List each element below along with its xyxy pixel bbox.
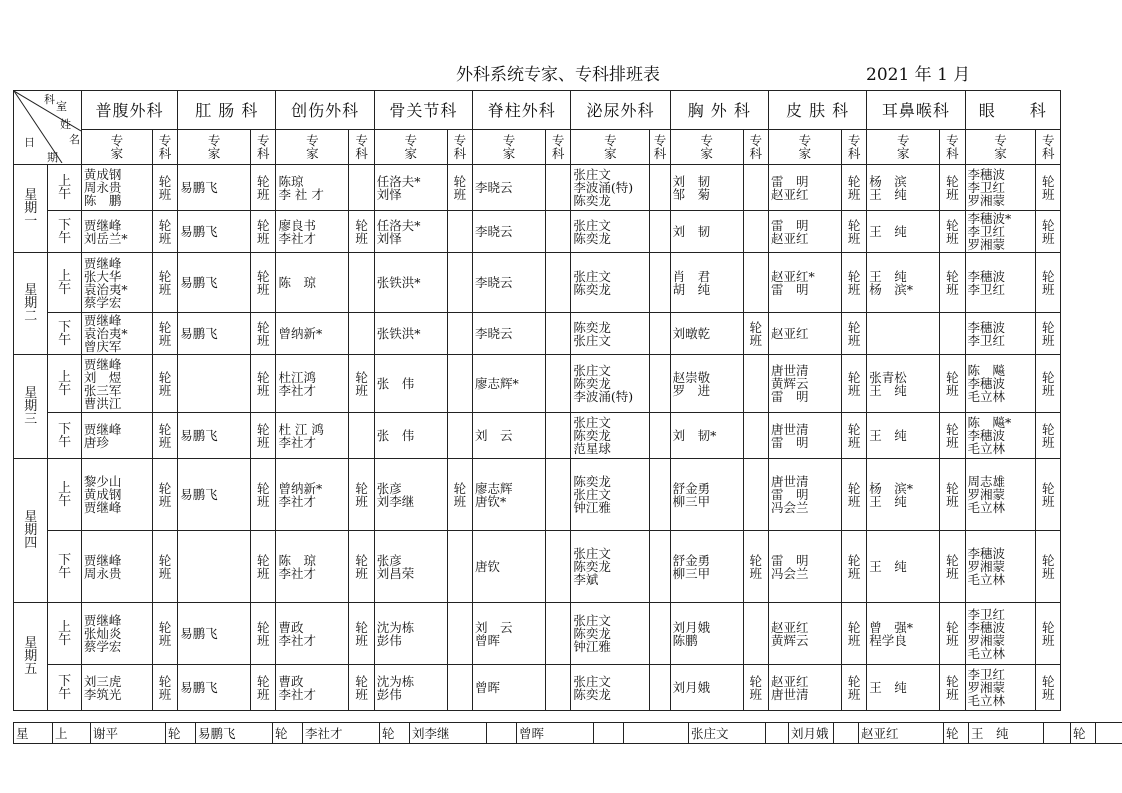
specialty-rotation-cell: 轮 班 — [152, 665, 177, 711]
expert-names-cell: 刘暾乾 — [670, 313, 743, 355]
specialty-rotation-cell: 轮 班 — [251, 531, 276, 603]
expert-names-cell: 张庄文 李波涌(特) 陈奕龙 — [571, 165, 650, 211]
expert-names-cell: 舒金勇 柳三甲 — [670, 459, 743, 531]
specialty-rotation-cell: 轮 班 — [841, 603, 866, 665]
department-header: 胸 外 科 — [670, 91, 768, 130]
expert-names-cell: 杨 滨* 王 纯 — [867, 459, 940, 531]
specialty-rotation-cell — [940, 313, 965, 355]
expert-names-cell: 刘月娥 — [670, 665, 743, 711]
specialty-rotation-cell: 轮 班 — [841, 313, 866, 355]
expert-names-cell: 王 纯 — [867, 413, 940, 459]
expert-subheader: 专 家 — [670, 130, 743, 165]
specialty-rotation-cell: 轮 班 — [1036, 165, 1061, 211]
page-title: 外科系统专家、专科排班表 — [456, 65, 660, 85]
specialty-rotation-cell — [743, 165, 768, 211]
continued-row-cell: 张庄文 — [689, 723, 766, 744]
expert-names-cell: 赵亚红 唐世清 — [768, 665, 841, 711]
specialty-rotation-cell: 轮 班 — [743, 531, 768, 603]
expert-names-cell: 张铁洪* — [374, 313, 447, 355]
department-header: 皮 肤 科 — [768, 91, 866, 130]
specialty-rotation-cell — [447, 211, 472, 253]
expert-names-cell: 张庄文 陈奕龙 李波涌(特) — [571, 355, 650, 413]
expert-names-cell: 唐世清 雷 明 冯会兰 — [768, 459, 841, 531]
half-day-cell: 上 午 — [48, 165, 81, 211]
expert-names-cell: 陈 飚* 李穗波 毛立林 — [965, 413, 1036, 459]
specialty-rotation-cell — [349, 253, 374, 313]
specialty-rotation-cell — [650, 253, 670, 313]
specialty-rotation-cell: 轮 班 — [152, 355, 177, 413]
expert-names-cell: 王 纯 — [867, 211, 940, 253]
specialty-rotation-cell — [447, 665, 472, 711]
expert-names-cell: 曾晖 — [473, 665, 546, 711]
specialty-rotation-cell — [743, 211, 768, 253]
expert-names-cell: 张彦 刘李继 — [374, 459, 447, 531]
half-day-cell: 上 午 — [48, 355, 81, 413]
department-header: 耳鼻喉科 — [867, 91, 965, 130]
specialty-rotation-cell: 轮 班 — [251, 253, 276, 313]
specialty-rotation-cell: 轮 班 — [940, 531, 965, 603]
expert-names-cell — [867, 313, 940, 355]
continued-row-cell: 曾晖 — [517, 723, 594, 744]
expert-names-cell: 肖 君 胡 纯 — [670, 253, 743, 313]
expert-names-cell: 贾继峰 袁治夷* 曾庆军 — [81, 313, 152, 355]
specialty-rotation-cell: 轮 班 — [1036, 665, 1061, 711]
specialty-rotation-cell: 轮 班 — [841, 413, 866, 459]
weekday-cell: 星 期 五 — [14, 603, 48, 711]
expert-names-cell: 刘月娥 陈鹏 — [670, 603, 743, 665]
specialty-rotation-cell: 轮 班 — [940, 413, 965, 459]
expert-names-cell: 曹政 李社才 — [276, 665, 349, 711]
specialty-rotation-cell — [447, 603, 472, 665]
expert-names-cell: 易鹏飞 — [178, 313, 251, 355]
continued-row-cell — [766, 723, 789, 744]
specialty-rotation-cell: 轮 班 — [743, 665, 768, 711]
expert-names-cell: 张 伟 — [374, 355, 447, 413]
expert-names-cell: 李穗波 李卫红 罗湘蒙 — [965, 165, 1036, 211]
expert-names-cell — [178, 531, 251, 603]
expert-names-cell: 贾继峰 刘 煜 张三军 曹洪江 — [81, 355, 152, 413]
specialty-rotation-cell: 轮 班 — [251, 355, 276, 413]
specialty-rotation-cell — [743, 603, 768, 665]
expert-subheader: 专 家 — [571, 130, 650, 165]
continued-row-cell: 李社才 — [303, 723, 380, 744]
expert-names-cell: 刘 韧 邹 菊 — [670, 165, 743, 211]
specialty-rotation-cell: 轮 班 — [841, 459, 866, 531]
half-day-cell: 上 午 — [48, 459, 81, 531]
specialty-rotation-cell — [349, 165, 374, 211]
expert-names-cell: 刘三虎 李筑光 — [81, 665, 152, 711]
specialty-rotation-cell: 轮 班 — [940, 211, 965, 253]
department-header: 普腹外科 — [81, 91, 177, 130]
specialty-rotation-cell: 轮 班 — [743, 313, 768, 355]
specialty-rotation-cell: 轮 班 — [841, 665, 866, 711]
specialty-subheader: 专 科 — [743, 130, 768, 165]
weekday-cell: 星 期 一 — [14, 165, 48, 253]
continued-row-cell — [624, 723, 689, 744]
specialty-rotation-cell: 轮 班 — [349, 355, 374, 413]
expert-names-cell: 廖志辉 唐钦* — [473, 459, 546, 531]
continued-row-cell: 轮 — [273, 723, 303, 744]
schedule-date: 2021 年 1 月 — [866, 65, 971, 85]
expert-names-cell: 李卫红 罗湘蒙 毛立林 — [965, 665, 1036, 711]
department-header: 脊柱外科 — [473, 91, 571, 130]
schedule-table — [13, 90, 1061, 711]
expert-names-cell: 易鹏飞 — [178, 603, 251, 665]
specialty-rotation-cell — [546, 313, 571, 355]
specialty-rotation-cell — [349, 413, 374, 459]
expert-names-cell: 黎少山 黄成钢 贾继峰 — [81, 459, 152, 531]
expert-names-cell: 赵亚红 — [768, 313, 841, 355]
expert-names-cell: 王 纯 杨 滨* — [867, 253, 940, 313]
continued-row-cell: 易鹏飞 — [196, 723, 273, 744]
expert-subheader: 专 家 — [178, 130, 251, 165]
department-header: 眼 科 — [965, 91, 1060, 130]
specialty-rotation-cell: 轮 班 — [940, 165, 965, 211]
weekday-cell: 星 期 三 — [14, 355, 48, 459]
expert-subheader: 专 家 — [965, 130, 1036, 165]
continued-row-cell: 上 — [53, 723, 91, 744]
specialty-subheader: 专 科 — [1036, 130, 1061, 165]
expert-names-cell: 赵亚红* 雷 明 — [768, 253, 841, 313]
expert-names-cell: 张铁洪* — [374, 253, 447, 313]
expert-names-cell: 张庄文 陈奕龙 钟江雅 — [571, 603, 650, 665]
specialty-rotation-cell: 轮 班 — [251, 413, 276, 459]
expert-names-cell: 易鹏飞 — [178, 211, 251, 253]
specialty-rotation-cell: 轮 班 — [447, 459, 472, 531]
expert-names-cell: 张青松 王 纯 — [867, 355, 940, 413]
half-day-cell: 上 午 — [48, 603, 81, 665]
specialty-rotation-cell — [546, 413, 571, 459]
expert-names-cell: 贾继峰 周永贵 — [81, 531, 152, 603]
specialty-rotation-cell: 轮 班 — [152, 459, 177, 531]
specialty-rotation-cell: 轮 班 — [1036, 253, 1061, 313]
expert-names-cell: 曾 强* 程学良 — [867, 603, 940, 665]
expert-names-cell: 李穗波 罗湘蒙 毛立林 — [965, 531, 1036, 603]
specialty-rotation-cell — [447, 253, 472, 313]
specialty-rotation-cell: 轮 班 — [152, 413, 177, 459]
continued-row-cell: 谢平 — [91, 723, 166, 744]
specialty-rotation-cell: 轮 班 — [1036, 413, 1061, 459]
specialty-rotation-cell: 轮 班 — [349, 665, 374, 711]
expert-names-cell: 陈 琼 — [276, 253, 349, 313]
expert-names-cell: 曾纳新* 李社才 — [276, 459, 349, 531]
specialty-rotation-cell: 轮 班 — [841, 253, 866, 313]
expert-names-cell: 陈奕龙 张庄文 — [571, 313, 650, 355]
specialty-subheader: 专 科 — [152, 130, 177, 165]
corner-label: 日 — [24, 136, 35, 149]
specialty-rotation-cell: 轮 班 — [152, 531, 177, 603]
specialty-rotation-cell: 轮 班 — [1036, 211, 1061, 253]
specialty-rotation-cell: 轮 班 — [152, 603, 177, 665]
specialty-rotation-cell — [546, 603, 571, 665]
expert-names-cell: 贾继峰 张灿炎 蔡学宏 — [81, 603, 152, 665]
specialty-rotation-cell: 轮 班 — [349, 531, 374, 603]
expert-names-cell: 舒金勇 柳三甲 — [670, 531, 743, 603]
corner-label: 名 — [69, 133, 80, 146]
expert-names-cell: 曾纳新* — [276, 313, 349, 355]
expert-names-cell: 雷 明 冯会兰 — [768, 531, 841, 603]
continued-row-cell: 赵亚红 — [859, 723, 944, 744]
specialty-rotation-cell: 轮 班 — [251, 459, 276, 531]
expert-names-cell: 任洛夫* 刘怿 — [374, 165, 447, 211]
weekday-cell: 星 期 四 — [14, 459, 48, 603]
expert-names-cell: 任洛夫* 刘怿 — [374, 211, 447, 253]
corner-label: 科 — [44, 93, 55, 106]
expert-names-cell: 李穗波* 李卫红 罗湘蒙 — [965, 211, 1036, 253]
specialty-rotation-cell: 轮 班 — [349, 603, 374, 665]
expert-names-cell: 廖志辉* — [473, 355, 546, 413]
specialty-rotation-cell: 轮 班 — [1036, 459, 1061, 531]
expert-names-cell: 李晓云 — [473, 253, 546, 313]
expert-names-cell: 李穗波 李卫红 — [965, 253, 1036, 313]
specialty-rotation-cell: 轮 班 — [841, 531, 866, 603]
continued-row-cell: 刘月娥 — [789, 723, 834, 744]
expert-names-cell: 贾继峰 唐珍 — [81, 413, 152, 459]
specialty-rotation-cell — [447, 313, 472, 355]
specialty-rotation-cell: 轮 班 — [940, 253, 965, 313]
specialty-rotation-cell: 轮 班 — [940, 665, 965, 711]
specialty-rotation-cell — [546, 665, 571, 711]
specialty-rotation-cell — [743, 413, 768, 459]
expert-names-cell: 李卫红 李穗波 罗湘蒙 毛立林 — [965, 603, 1036, 665]
expert-names-cell: 沈为栋 彭伟 — [374, 603, 447, 665]
expert-names-cell: 杜江鸿 李社才 — [276, 355, 349, 413]
expert-names-cell: 赵亚红 黄辉云 — [768, 603, 841, 665]
specialty-rotation-cell — [546, 165, 571, 211]
continued-row-cell: 轮 — [1071, 723, 1096, 744]
specialty-subheader: 专 科 — [940, 130, 965, 165]
specialty-rotation-cell: 轮 班 — [1036, 603, 1061, 665]
expert-names-cell: 沈为栋 彭伟 — [374, 665, 447, 711]
expert-names-cell: 唐世清 黄辉云 雷 明 — [768, 355, 841, 413]
expert-names-cell: 贾继峰 刘岳兰* — [81, 211, 152, 253]
expert-names-cell: 李穗波 李卫红 — [965, 313, 1036, 355]
specialty-rotation-cell: 轮 班 — [251, 665, 276, 711]
expert-subheader: 专 家 — [867, 130, 940, 165]
expert-names-cell: 易鹏飞 — [178, 459, 251, 531]
expert-names-cell: 王 纯 — [867, 531, 940, 603]
expert-names-cell: 陈奕龙 张庄文 钟江雅 — [571, 459, 650, 531]
expert-names-cell: 赵崇敬 罗 进 — [670, 355, 743, 413]
specialty-rotation-cell — [447, 413, 472, 459]
department-header: 骨关节科 — [374, 91, 472, 130]
specialty-rotation-cell: 轮 班 — [152, 313, 177, 355]
half-day-cell: 下 午 — [48, 313, 81, 355]
expert-names-cell: 杜 江 鸿 李社才 — [276, 413, 349, 459]
specialty-subheader: 专 科 — [251, 130, 276, 165]
continued-row-cell — [834, 723, 859, 744]
specialty-rotation-cell — [650, 665, 670, 711]
specialty-rotation-cell — [650, 355, 670, 413]
specialty-rotation-cell: 轮 班 — [152, 211, 177, 253]
continued-row-cell: 轮 — [380, 723, 410, 744]
specialty-rotation-cell — [546, 253, 571, 313]
specialty-rotation-cell: 轮 班 — [152, 165, 177, 211]
expert-names-cell: 唐钦 — [473, 531, 546, 603]
specialty-rotation-cell — [349, 313, 374, 355]
department-header: 泌尿外科 — [571, 91, 670, 130]
half-day-cell: 上 午 — [48, 253, 81, 313]
specialty-rotation-cell: 轮 班 — [1036, 313, 1061, 355]
expert-names-cell: 张庄文 陈奕龙 李斌 — [571, 531, 650, 603]
specialty-rotation-cell: 轮 班 — [1036, 531, 1061, 603]
expert-names-cell: 曹政 李社才 — [276, 603, 349, 665]
corner-label: 姓 — [60, 118, 71, 131]
expert-names-cell: 周志雄 罗湘蒙 毛立林 — [965, 459, 1036, 531]
expert-subheader: 专 家 — [473, 130, 546, 165]
expert-names-cell: 雷 明 赵亚红 — [768, 211, 841, 253]
expert-names-cell: 易鹏飞 — [178, 165, 251, 211]
expert-names-cell: 李晓云 — [473, 313, 546, 355]
specialty-rotation-cell — [743, 459, 768, 531]
half-day-cell: 下 午 — [48, 211, 81, 253]
specialty-rotation-cell: 轮 班 — [1036, 355, 1061, 413]
specialty-rotation-cell — [650, 603, 670, 665]
specialty-rotation-cell — [650, 313, 670, 355]
expert-names-cell: 杨 滨 王 纯 — [867, 165, 940, 211]
half-day-cell: 下 午 — [48, 413, 81, 459]
expert-names-cell: 刘 韧 — [670, 211, 743, 253]
specialty-rotation-cell: 轮 班 — [152, 253, 177, 313]
expert-names-cell: 贾继峰 张大华 袁治夷* 蔡学宏 — [81, 253, 152, 313]
continued-row-cell — [1096, 723, 1122, 744]
specialty-rotation-cell: 轮 班 — [447, 165, 472, 211]
continued-row-cell: 轮 — [944, 723, 969, 744]
specialty-rotation-cell — [743, 355, 768, 413]
department-header: 创伤外科 — [276, 91, 374, 130]
expert-names-cell: 张彦 刘昌荣 — [374, 531, 447, 603]
specialty-rotation-cell: 轮 班 — [841, 211, 866, 253]
specialty-rotation-cell — [650, 165, 670, 211]
specialty-rotation-cell — [447, 531, 472, 603]
specialty-rotation-cell: 轮 班 — [349, 459, 374, 531]
continued-row-cell — [1044, 723, 1071, 744]
continued-row-cell: 轮 — [166, 723, 196, 744]
department-header: 肛 肠 科 — [178, 91, 276, 130]
expert-subheader: 专 家 — [768, 130, 841, 165]
specialty-rotation-cell — [743, 253, 768, 313]
expert-names-cell: 易鹏飞 — [178, 665, 251, 711]
expert-names-cell: 刘 云 曾晖 — [473, 603, 546, 665]
corner-label: 期 — [47, 151, 58, 164]
expert-names-cell: 易鹏飞 — [178, 253, 251, 313]
specialty-rotation-cell — [650, 459, 670, 531]
specialty-rotation-cell — [447, 355, 472, 413]
specialty-rotation-cell: 轮 班 — [251, 603, 276, 665]
expert-names-cell: 陈琼 李 社 才 — [276, 165, 349, 211]
specialty-subheader: 专 科 — [546, 130, 571, 165]
specialty-subheader: 专 科 — [841, 130, 866, 165]
expert-names-cell: 张庄文 陈奕龙 — [571, 211, 650, 253]
corner-label: 室 — [56, 100, 67, 113]
expert-subheader: 专 家 — [81, 130, 152, 165]
expert-names-cell: 刘 韧* — [670, 413, 743, 459]
specialty-rotation-cell: 轮 班 — [251, 313, 276, 355]
expert-names-cell: 易鹏飞 — [178, 413, 251, 459]
specialty-subheader: 专 科 — [447, 130, 472, 165]
specialty-rotation-cell: 轮 班 — [251, 211, 276, 253]
half-day-cell: 下 午 — [48, 665, 81, 711]
schedule-table-continued-row — [13, 722, 1122, 744]
specialty-rotation-cell: 轮 班 — [940, 459, 965, 531]
specialty-rotation-cell — [546, 211, 571, 253]
expert-names-cell: 陈 飚 李穗波 毛立林 — [965, 355, 1036, 413]
half-day-cell: 下 午 — [48, 531, 81, 603]
continued-row-cell: 星 — [14, 723, 53, 744]
specialty-rotation-cell: 轮 班 — [841, 355, 866, 413]
specialty-subheader: 专 科 — [650, 130, 670, 165]
specialty-rotation-cell: 轮 班 — [940, 355, 965, 413]
expert-names-cell: 张庄文 陈奕龙 — [571, 253, 650, 313]
expert-names-cell: 陈 琼 李社才 — [276, 531, 349, 603]
continued-row-cell — [594, 723, 624, 744]
expert-names-cell: 黄成钢 周永贵 陈 鹏 — [81, 165, 152, 211]
specialty-rotation-cell — [546, 531, 571, 603]
expert-names-cell: 张 伟 — [374, 413, 447, 459]
specialty-rotation-cell — [546, 459, 571, 531]
expert-names-cell: 唐世清 雷 明 — [768, 413, 841, 459]
specialty-subheader: 专 科 — [349, 130, 374, 165]
continued-row-cell — [487, 723, 517, 744]
continued-row-cell: 王 纯 — [969, 723, 1044, 744]
expert-names-cell: 张庄文 陈奕龙 范星球 — [571, 413, 650, 459]
specialty-rotation-cell — [650, 531, 670, 603]
expert-names-cell — [178, 355, 251, 413]
specialty-rotation-cell: 轮 班 — [349, 211, 374, 253]
expert-names-cell: 雷 明 赵亚红 — [768, 165, 841, 211]
expert-names-cell: 李晓云 — [473, 165, 546, 211]
expert-subheader: 专 家 — [276, 130, 349, 165]
weekday-cell: 星 期 二 — [14, 253, 48, 355]
expert-names-cell: 王 纯 — [867, 665, 940, 711]
expert-names-cell: 刘 云 — [473, 413, 546, 459]
specialty-rotation-cell — [650, 211, 670, 253]
header-corner-cell — [14, 91, 82, 165]
specialty-rotation-cell: 轮 班 — [841, 165, 866, 211]
continued-row-cell: 刘李继 — [410, 723, 487, 744]
expert-names-cell: 李晓云 — [473, 211, 546, 253]
specialty-rotation-cell — [650, 413, 670, 459]
specialty-rotation-cell: 轮 班 — [940, 603, 965, 665]
expert-subheader: 专 家 — [374, 130, 447, 165]
specialty-rotation-cell — [546, 355, 571, 413]
expert-names-cell: 张庄文 陈奕龙 — [571, 665, 650, 711]
specialty-rotation-cell: 轮 班 — [251, 165, 276, 211]
expert-names-cell: 廖良书 李社才 — [276, 211, 349, 253]
